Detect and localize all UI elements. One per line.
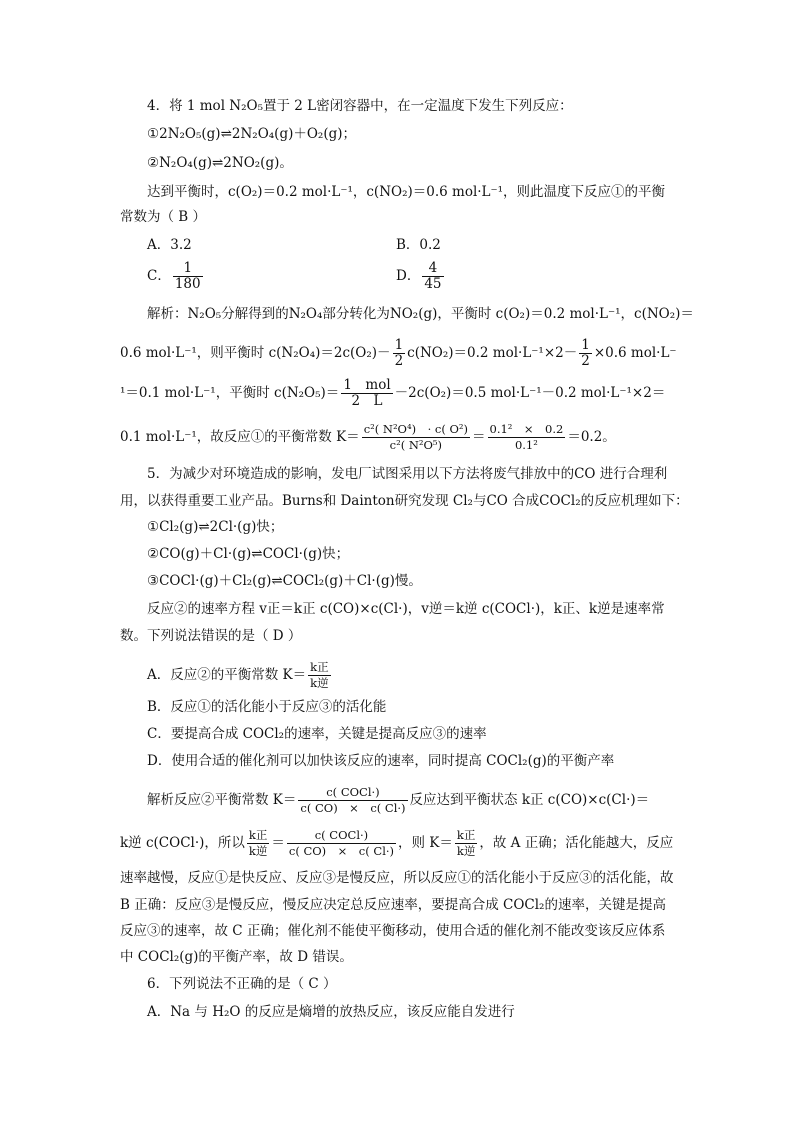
half-fraction: [393, 338, 406, 369]
q5-reaction-2: ②CO(g)＋Cl·(g)⇌COCl·(g)快；: [147, 546, 350, 562]
half-fraction: [579, 338, 592, 369]
q4-option-a: A．3.2: [147, 237, 192, 253]
fraction-numerator: 1: [394, 337, 404, 353]
q5-solution-line4: B 正确：反应③是慢反应，慢反应决定总反应速率，要提高合成 COCl₂的速率，关键是提高: [120, 897, 666, 913]
q4-solution-line2: [120, 338, 677, 369]
q5-rate-line1: 反应②的速率方程 v正＝k正 c(CO)×c(Cl·)，v逆＝k逆 c(COCl·)，k正、k逆是速率常: [147, 601, 665, 617]
q6-stem: 6．下列说法不正确的是（ C ）: [147, 976, 337, 992]
q5-solution-line1-a: 解析反应②平衡常数 K＝: [147, 792, 297, 808]
q6-option-a: A．Na 与 H₂O 的反应是熵增的放热反应，该反应能自发进行: [147, 1004, 515, 1020]
equals-sign: ＝: [472, 429, 486, 445]
q4-option-c: [147, 261, 205, 292]
q5-solution-line2: [120, 828, 673, 859]
q4-solution-line4-b: ＝0.2。: [567, 429, 616, 445]
q4-reaction-2: ②N₂O₄(g)⇌2NO₂(g)。: [147, 155, 293, 171]
q4-solution-line2-a: 0.6 mol·L⁻¹，则平衡时 c(N₂O₄)＝2c(O₂)－: [120, 345, 391, 361]
q5-rate-line2: 数。下列说法错误的是（ D ）: [120, 628, 302, 644]
equilibrium-constant-fraction: [298, 785, 407, 816]
q5-solution-line5: 反应③的速率，故 C 正确；催化剂不能使平衡移动，使用合适的催化剂不能改变该反应体系: [120, 923, 666, 939]
fraction-denominator: c( CO) × c( Cl·): [288, 844, 395, 858]
q4-solution-line3: [120, 378, 665, 409]
fraction-denominator: c( CO) × c( Cl·): [300, 801, 406, 815]
q4-solution-line4: [120, 422, 616, 453]
q5-option-c: C．要提高合成 COCl₂的速率，关键是提高反应③的速率: [147, 726, 487, 742]
moles-fraction: [341, 378, 392, 409]
q4-option-c-label: C．: [147, 268, 171, 284]
q5-solution-line2-a: k逆 c(COCl·)，所以: [120, 835, 245, 851]
q5-solution-line3: 速率越慢，反应①是快反应、反应③是慢反应，所以反应①的活化能小于反应③的活化能，故: [120, 870, 674, 886]
q5-solution-line6: 中 COCl₂(g)的平衡产率，故 D 错误。: [120, 949, 353, 965]
q4-option-b: B．0.2: [396, 237, 441, 253]
q4-solution-line2-b: c(NO₂)＝0.2 mol·L⁻¹×2－: [407, 345, 578, 361]
rate-constant-fraction: [455, 828, 477, 859]
fraction-denominator: 2: [581, 353, 590, 369]
q4-option-d: [396, 261, 446, 292]
q5-solution-line1-b: 反应达到平衡状态 k正 c(CO)×c(Cl·)＝: [409, 792, 650, 808]
fraction-denominator: 180: [174, 276, 201, 292]
q4-option-d-fraction: [422, 261, 443, 292]
rate-constant-fraction: [247, 828, 269, 859]
q5-reaction-1: ①Cl₂(g)⇌2Cl·(g)快；: [147, 519, 284, 535]
fraction-numerator: 1: [173, 261, 203, 277]
rate-constant-fraction: [308, 660, 330, 691]
fraction-numerator: k正: [248, 828, 268, 842]
q5-reaction-3: ③COCl·(g)＋Cl₂(g)⇌COCl₂(g)＋Cl·(g)慢。: [147, 573, 422, 589]
q4-option-c-fraction: [173, 261, 203, 292]
q4-solution-line2-c: ×0.6 mol·L⁻: [593, 345, 677, 361]
fraction-denominator: k逆: [310, 676, 329, 690]
q5-option-b: B．反应①的活化能小于反应③的活化能: [147, 699, 387, 715]
q4-reaction-1: ①2N₂O₅(g)⇌2N₂O₄(g)＋O₂(g)；: [147, 126, 357, 142]
q5-option-a-label: A．反应②的平衡常数 K＝: [147, 667, 307, 683]
fraction-numerator: 1: [581, 337, 590, 353]
q4-solution-line3-a: ¹＝0.1 mol·L⁻¹，平衡时 c(N₂O₅)＝: [120, 385, 340, 401]
fraction-denominator: 0.1²: [514, 438, 538, 452]
numeric-fraction: [488, 422, 566, 453]
fraction-denominator: 2 L: [351, 393, 383, 409]
q4-stem: 4．将 1 mol N₂O₅置于 2 L密闭容器中，在一定温度下发生下列反应：: [147, 98, 573, 114]
q5-solution-line2-c: ，故 A 正确；活化能越大，反应: [479, 835, 674, 851]
q5-solution-line1: [147, 785, 649, 816]
fraction-denominator: k逆: [248, 844, 268, 858]
fraction-denominator: 45: [424, 276, 442, 292]
fraction-numerator: k正: [310, 660, 329, 674]
fraction-numerator: 4: [422, 261, 443, 277]
fraction-numerator: c²( N²O⁴) · c( O²): [363, 422, 468, 436]
q5-solution-line2-b: ，则 K＝: [398, 835, 453, 851]
equals-sign: ＝: [271, 835, 285, 851]
fraction-numerator: 1 mol: [343, 377, 391, 393]
fraction-numerator: c( COCl·): [298, 785, 407, 801]
q5-stem-line2: 用，以获得重要工业产品。Burns和 Dainton研究发现 Cl₂与CO 合成COCl₂的反应机理如下：: [120, 493, 689, 509]
fraction-denominator: c²( N²O⁵): [389, 438, 443, 452]
fraction-denominator: k逆: [456, 844, 476, 858]
q4-condition-line1: 达到平衡时，c(O₂)＝0.2 mol·L⁻¹，c(NO₂)＝0.6 mol·L⁻¹，则此温度下反应①的平衡: [147, 184, 666, 200]
equilibrium-constant-fraction: [362, 422, 470, 453]
fraction-numerator: k正: [456, 828, 476, 842]
q4-option-d-label: D．: [396, 268, 421, 284]
q5-option-d: D．使用合适的催化剂可以加快该反应的速率，同时提高 COCl₂(g)的平衡产率: [147, 753, 615, 769]
fraction-numerator: 0.1² × 0.2: [489, 422, 564, 436]
q4-solution-line4-a: 0.1 mol·L⁻¹，故反应①的平衡常数 K＝: [120, 429, 360, 445]
q4-solution-line3-b: －2c(O₂)＝0.5 mol·L⁻¹－0.2 mol·L⁻¹×2＝: [394, 385, 666, 401]
concentration-fraction: [287, 828, 396, 859]
q4-condition-line2: 常数为（ B ）: [120, 209, 207, 225]
q5-stem-line1: 5．为减少对环境造成的影响，发电厂试图采用以下方法将废气排放中的CO 进行合理利: [147, 466, 668, 482]
fraction-numerator: c( COCl·): [287, 828, 396, 844]
q4-solution-line1: 解析：N₂O₅分解得到的N₂O₄部分转化为NO₂(g)，平衡时 c(O₂)＝0.2 mol·L⁻¹，c(NO₂)＝: [147, 306, 694, 322]
fraction-denominator: 2: [394, 353, 404, 369]
q5-option-a: [147, 660, 333, 691]
